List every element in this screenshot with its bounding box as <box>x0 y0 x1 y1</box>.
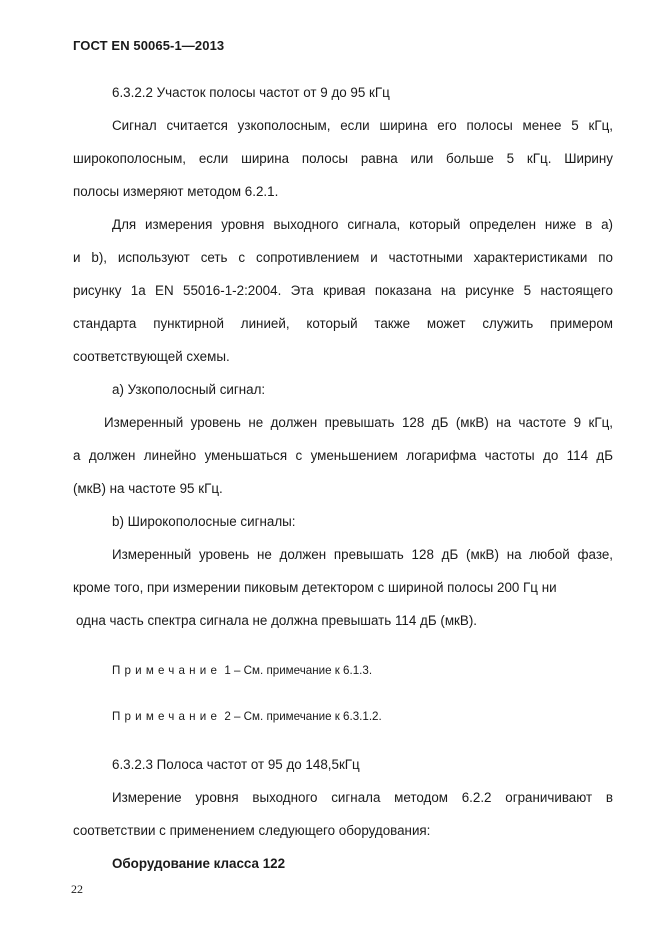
document-code-header: ГОСТ EN 50065-1—2013 <box>73 38 225 53</box>
paragraph-line: полосы измеряют методом 6.2.1. <box>73 184 279 199</box>
list-item-label-a: а) Узкополосный сигнал: <box>112 382 266 397</box>
paragraph-line: стандарта пунктирной линией, который также может служить примером <box>73 316 613 331</box>
paragraph-line: Измеренный уровень не должен превышать 128 дБ (мкВ) на любой фазе, <box>112 547 613 562</box>
paragraph-line: Сигнал считается узкополосным, если ширина его полосы менее 5 кГц, <box>112 118 613 133</box>
paragraph-line: соответствующей схемы. <box>73 349 230 364</box>
section-title-6-3-2-3: 6.3.2.3 Полоса частот от 95 до 148,5кГц <box>112 757 360 772</box>
note-2 <box>112 709 382 725</box>
list-item-label-b: b) Широкополосные сигналы: <box>112 514 296 529</box>
section-title-6-3-2-2: 6.3.2.2 Участок полосы частот от 9 до 95 кГц <box>112 85 390 100</box>
note-label: Примечание <box>112 710 222 723</box>
paragraph-line: а должен линейно уменьшаться с уменьшением логарифма частоты до 114 дБ <box>73 448 613 463</box>
paragraph-line: кроме того, при измерении пиковым детектором с шириной полосы 200 Гц ни <box>73 580 557 595</box>
paragraph-line: Для измерения уровня выходного сигнала, который определен ниже в а) <box>112 217 613 232</box>
note-text: 2 – См. примечание к 6.3.1.2. <box>224 710 382 723</box>
paragraph-line: Измерение уровня выходного сигнала методом 6.2.2 ограничивают в <box>112 790 613 805</box>
paragraph-line: (мкВ) на частоте 95 кГц. <box>73 481 223 496</box>
note-1 <box>112 663 372 679</box>
paragraph-line: одна часть спектра сигнала не должна превышать 114 дБ (мкВ). <box>76 613 478 628</box>
paragraph-line: соответствии с применением следующего оборудования: <box>73 823 431 838</box>
note-text: 1 – См. примечание к 6.1.3. <box>224 664 373 677</box>
page-number: 22 <box>71 882 83 896</box>
equipment-class-heading: Оборудование класса 122 <box>112 856 286 871</box>
paragraph-line: широкополосным, если ширина полосы равна или больше 5 кГц. Ширину <box>73 151 613 166</box>
paragraph-line: и b), используют сеть с сопротивлением и частотными характеристиками по <box>73 250 613 265</box>
note-label: Примечание <box>112 664 222 677</box>
paragraph-line: рисунку 1а EN 55016-1-2:2004. Эта кривая показана на рисунке 5 настоящего <box>73 283 613 298</box>
paragraph-line: Измеренный уровень не должен превышать 128 дБ (мкВ) на частоте 9 кГц, <box>104 415 613 430</box>
